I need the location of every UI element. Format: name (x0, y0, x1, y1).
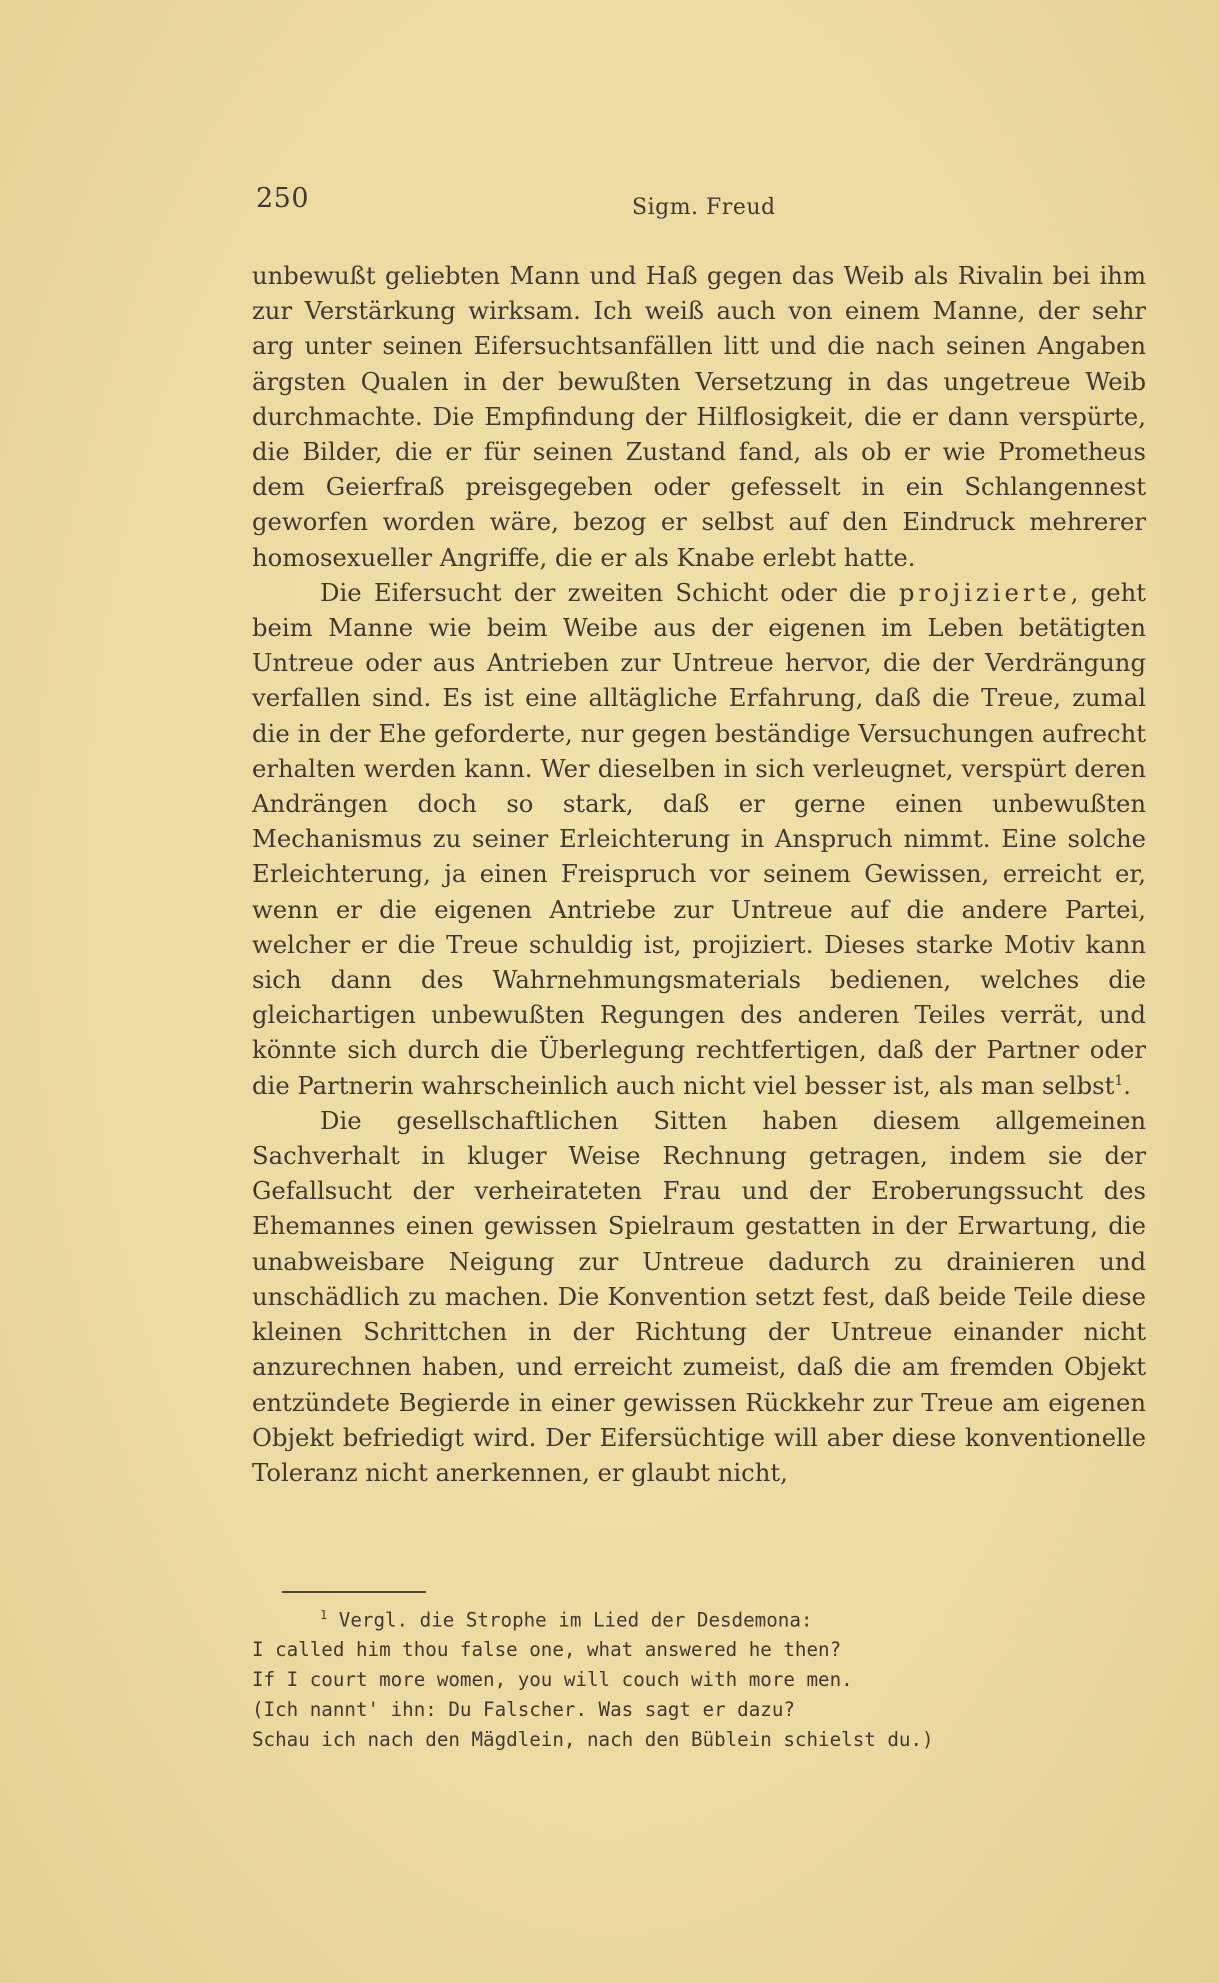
footnote-marker: 1 (320, 1608, 328, 1622)
footnote-line-4: Schau ich nach den Mägdlein, nach den Büblein schielst du.) (252, 1728, 934, 1752)
page-number: 250 (256, 183, 310, 214)
paragraph-2-end: . (1123, 1070, 1132, 1100)
footnote-intro: Vergl. die Strophe im Lied der Desdemona: (338, 1608, 813, 1632)
running-head: Sigm. Freud (632, 195, 776, 220)
footnote-line-1: I called him thou false one, what answered he then? (252, 1638, 842, 1662)
footnote (252, 1600, 1146, 1755)
footnote-divider (282, 1591, 426, 1593)
body-text (252, 258, 1146, 1490)
emphasized-word: projizierte (898, 577, 1071, 607)
footnote-intro-line (252, 1600, 1146, 1635)
footnote-reference: 1 (1114, 1072, 1124, 1089)
paragraph-3: Die gesellschaftlichen Sitten haben diesem allgemeinen Sachverhalt in kluger Weise Rechnung getragen, indem sie der Gefallsucht der verheirateten Frau und der Eroberungssucht des Ehemannes einen gewissen Spielraum gestatten in der Erwartung, die unabweisbare Neigung zur Untreue dadurch zu drainieren und unschädlich zu machen. Die Konvention setzt fest, daß beide Teile diese kleinen Schrittchen in der Richtung der Untreue einander nicht anzurechnen haben, und erreicht zumeist, daß die am fremden Objekt entzündete Begierde in einer gewissen Rückkehr zur Treue am eigenen Objekt befriedigt wird. Der Eifersüchtige will aber diese konventionelle Toleranz nicht anerkennen, er glaubt nicht, (252, 1105, 1146, 1487)
footnote-line-2: If I court more women, you will couch with more men. (252, 1668, 853, 1692)
paragraph-1: unbewußt geliebten Mann und Haß gegen das Weib als Rivalin bei ihm zur Verstärkung wirksam. Ich weiß auch von einem Manne, der sehr arg unter seinen Eifersuchtsanfällen litt und die nach seinen Angaben ärgsten Qualen in der bewußten Versetzung in das ungetreue Weib durchmachte. Die Empfindung der Hilflosigkeit, die er dann verspürte, die Bilder, die er für seinen Zustand fand, als ob er wie Prometheus dem Geierfraß preisgegeben oder gefesselt in ein Schlangennest geworfen worden wäre, bezog er selbst auf den Eindruck mehrerer homosexueller Angriffe, die er als Knabe erlebt hatte. (252, 261, 1146, 572)
page-header (252, 183, 1146, 223)
paragraph-2-rest: , geht beim Manne wie beim Weibe aus der eigenen im Leben betätigten Untreue oder aus Antrieben zur Untreue hervor, die der Verdrängung verfallen sind. Es ist eine alltägliche Erfahrung, daß die Treue, zumal die in der Ehe geforderte, nur gegen beständige Versuchungen aufrecht erhalten werden kann. Wer dieselben in sich verleugnet, verspürt deren Andrängen doch so stark, daß er gerne einen unbewußten Mechanismus zu seiner Erleichterung in Anspruch nimmt. Eine solche Erleichterung, ja einen Freispruch vor seinem Gewissen, erreicht er, wenn er die eigenen Antriebe zur Untreue auf die andere Partei, welcher er die Treue schuldig ist, projiziert. Dieses starke Motiv kann sich dann des Wahrnehmungsmaterials bedienen, welches die gleichartigen unbewußten Regungen des anderen Teiles verrät, und könnte sich durch die Überlegung rechtfertigen, daß der Partner oder die Partnerin wahrscheinlich auch nicht viel besser ist, als man selbst (252, 577, 1146, 1100)
paragraph-2 (252, 575, 1146, 1103)
footnote-line-3: (Ich nannt' ihn: Du Falscher. Was sagt er dazu? (252, 1698, 795, 1722)
paragraph-2-start: Die Eifersucht der zweiten Schicht oder die (320, 577, 887, 607)
